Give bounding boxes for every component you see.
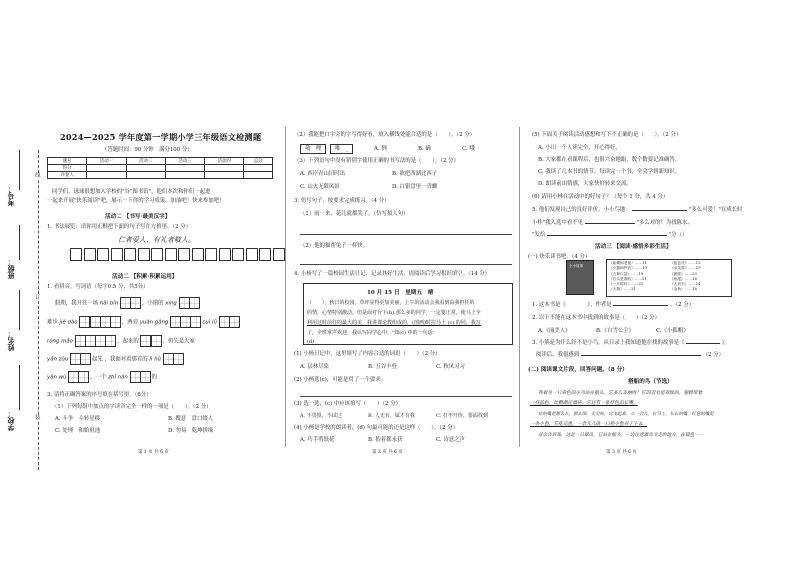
answer-line[interactable] — [300, 234, 512, 235]
toc-entry: 《小猫和铃铛》……19 — [609, 266, 647, 271]
exam-time: （答题时间：90 分钟 满分100 分） — [102, 147, 193, 153]
toc-entry: 《石头是谁的》……21 — [609, 276, 647, 281]
answer-cell[interactable] — [80, 353, 91, 365]
activity-3-title: 活动三 【阅读·感悟多彩生活】 — [595, 244, 672, 250]
reading-q3 — [532, 340, 730, 346]
toc-entry: 《蛤蟆和老鼠》……11 — [609, 261, 647, 265]
question-5 — [532, 207, 742, 213]
bind-bot-mark: 装 — [35, 415, 41, 421]
answer-cell[interactable] — [105, 335, 116, 347]
passage-line: 一些蓝色，比鹦鹉还漂亮。它还有一张红色的长嘴。 — [530, 401, 638, 406]
score-row — [48, 172, 273, 179]
score-cell: 活动一 — [87, 158, 126, 165]
pinyin-label: hǎi bīn — [99, 300, 119, 307]
question-3: 3. 请将正确答案的序号填在括号里。（8分） — [47, 392, 152, 398]
question-4: 4. 小杨写了一篇校园生活日记，记录其好生活，请阅读后学习积识填空。（14 分） — [294, 271, 491, 277]
pinyin-label: cuì lǜ — [202, 319, 217, 326]
pinyin-line — [47, 335, 195, 347]
option-c[interactable]: C. 处理 和始祖池 — [55, 428, 101, 434]
score-header-row — [48, 158, 273, 165]
page-divider — [519, 127, 520, 447]
passage-line: 一条小鱼，它吃完鱼，一会儿儿就一口把小鱼吞了下去。 — [530, 422, 648, 427]
page-number: 第 1 页 共 6 页 — [138, 450, 169, 455]
option-c[interactable]: C. 山火无限风景 — [300, 184, 340, 190]
question-5-cont — [532, 232, 687, 238]
answer-cell[interactable] — [78, 371, 89, 383]
question-4-5: (5) 下面关于阅读活动感想和写下不正确的是（ ）。（2 分） — [532, 132, 682, 138]
question-3-2 — [300, 243, 368, 249]
pinyin-text: ，我面对着那首的 — [104, 356, 148, 363]
score-cell: 活动二 — [126, 158, 165, 165]
option-d[interactable]: D. 朗读前由情感，大家快好转来交流。 — [538, 181, 632, 187]
answer-cell[interactable] — [110, 316, 121, 328]
question-2: 1. 看拼音，写词语（每字0.5 分，共5分） — [47, 284, 149, 290]
question-5-cont — [532, 220, 693, 226]
question-3: 3. 仿写句子，按要求完成练习。（4 分） — [294, 198, 390, 204]
score-table — [47, 157, 273, 179]
side-school-label: 学校： — [6, 410, 15, 431]
side-field-line — [19, 150, 20, 190]
answer-blank[interactable] — [585, 223, 635, 224]
bind-top-mark: 线 — [35, 173, 41, 179]
activity-2-title: 活动二 【积累·积累运用】 — [112, 274, 178, 280]
score-cell: 评卷人 — [48, 172, 87, 179]
book-cover-title: 小小故事 — [569, 264, 583, 268]
option-b[interactable]: B.《白雪公主》 — [596, 328, 635, 334]
option-b[interactable]: B. 五谷丰登 — [368, 364, 397, 370]
option-a[interactable]: A. 西岸青山旧时出 — [300, 171, 346, 177]
page-divider — [285, 127, 286, 447]
score-cell: 总分 — [244, 158, 273, 165]
answer-cell[interactable] — [229, 316, 240, 328]
pinyin-text: 的 — [151, 374, 158, 381]
question-text: （2）他的猫帮兔子一样快。 — [300, 243, 369, 249]
book-cover — [566, 260, 594, 295]
page-number: 第 2 页 共 6 页 — [372, 450, 403, 455]
answer-blank[interactable] — [581, 355, 701, 356]
option-a[interactable]: A.《丽美人》 — [538, 328, 571, 334]
reading-q3-cont — [536, 352, 724, 358]
question-text: 5. 他们发现自己的良好评价。小小鸟地： — [532, 207, 631, 213]
question-3-1: （1）雨一来，花儿就都笑了。（仿写拟人句） — [300, 211, 409, 217]
passage-title: 搭船的鸟（节选） — [628, 379, 673, 385]
question-text: "多么对的！为找陈水、 — [636, 220, 693, 226]
option-b[interactable]: B. 嫂意 盘口缀人 — [168, 416, 214, 422]
option-b[interactable]: B. 人无有，属才有我 — [368, 413, 415, 419]
answer-line[interactable] — [300, 264, 512, 265]
pinyin-label: xíng — [165, 300, 177, 307]
diary-line: （ ），秋日的校园，草坪显得更加美丽，上午的活动会我看到由我担任的 — [307, 300, 475, 306]
char-box: 敬 哩 — [300, 144, 326, 154]
answer-blank[interactable] — [613, 305, 668, 306]
answer-cell[interactable] — [130, 297, 141, 309]
diary-line: 利用这时前往的最大的美，我讲课论教组成的，(图画)时拉马上 (c) 的同，我写 — [307, 320, 481, 326]
toc-entry: 《嵌壁》……23 — [670, 271, 697, 276]
page-title: 2024—2025 学年度第一学期小学三年级语文检测题 — [60, 132, 262, 142]
pinyin-text: ，两旁 — [121, 319, 139, 326]
question-text: 小桂"我入选中看不见 — [532, 220, 583, 226]
option-b[interactable]: B. 欲把西湖比西子 — [392, 171, 438, 177]
option-c[interactable]: C. 秋风习习 — [436, 364, 465, 370]
preface-line: 一起来开展"快乐阅读"吧，展示一下你的学习成果。加油吧！快来参加吧！ — [47, 198, 225, 204]
toc-right — [670, 261, 701, 293]
question-4-6: (6) 请用小林在活动中的好句子？（每个 1 分，共 4 分） — [532, 194, 669, 200]
passage-line: 母亲告诉我，这是一只翠鸟。它站在船头，一边注意翠鸟飞走的地方，在镜鱼一一 — [538, 433, 704, 438]
question-text: "发给 — [532, 232, 546, 238]
bind-mid-mark: 订 — [35, 295, 41, 301]
pinyin-line — [47, 371, 157, 383]
pinyin-text: 起先 — [92, 356, 103, 363]
option-d[interactable]: D. 白银盘里一青螺 — [392, 184, 438, 190]
sub-section-1: (一) 快乐读书吧。（4 分） — [528, 254, 591, 260]
preface-line: 同学们，球球很想加入学校的"谷"图书馆"，他们本次和你们一起进 — [52, 189, 211, 195]
passage-line: 我看见一只翠色的小鸟站在船头。它多么美丽呀！它的羽毛是翠绿的，翅膀带着 — [538, 391, 703, 396]
toc-entry: 《大岩石》……14 — [670, 282, 701, 287]
pinyin-label: róng mǎo — [47, 338, 73, 345]
pinyin-text: 难步 — [47, 319, 58, 326]
question-text: 阅读后，我很感到 — [536, 352, 580, 358]
pinyin-label: yān wù — [47, 374, 67, 381]
char-box[interactable]: 唯 _ — [330, 144, 353, 154]
binding-line — [38, 150, 39, 470]
answer-cell[interactable] — [189, 297, 200, 309]
option-b[interactable]: B. 大家都在看课程后，也很兴奋地跟，数个数要记准确答。 — [538, 157, 681, 163]
question-text: 1. 这本书是《 》，作者是 — [532, 302, 612, 308]
pinyin-text: ，小镇的 — [141, 300, 164, 307]
question-text: 》。 — [721, 340, 730, 346]
pinyin-label: yān zòu — [47, 356, 69, 363]
toc-left — [609, 261, 647, 293]
toc-entry: 《大狗》……21 — [609, 287, 636, 292]
score-cell: 活动四 — [205, 158, 244, 165]
question-1: 1. 书法展览：请你用正楷把下面的句子写在方格里。（2 分） — [47, 224, 192, 230]
option-c[interactable]: C. 我读了几本书的情节，每读完一个书，全会学到新知识。 — [538, 169, 681, 175]
score-cell: 活动三 — [165, 158, 204, 165]
question-text: 。（2 分） — [670, 302, 695, 308]
option-a[interactable]: A. 不畏惧，不试过 — [300, 413, 342, 419]
side-field-line — [19, 290, 20, 330]
question-4-4: (4) 小杨是学校的朗读者，(d) 句最可能的还是这样（ ）。（2 分） — [294, 425, 459, 431]
option-a[interactable]: A. 层林尽染 — [300, 364, 329, 370]
pinyin-label: jié dào — [59, 319, 78, 326]
option-c[interactable]: C. 诗意之声 — [436, 437, 465, 443]
score-cell: 题号 — [48, 158, 87, 165]
side-field-line — [19, 225, 20, 260]
side-name-label: 姓名： — [6, 330, 15, 351]
diary-line: 了，全班掌声欢迎，我认写同学心中，"知(c) 中的一句话： — [307, 330, 438, 336]
side-class-label: 班级： — [6, 258, 15, 279]
toc-entry: 《水龙喜》……19 — [670, 266, 701, 271]
option-a[interactable]: A. 巧手剪纸花 — [300, 437, 335, 443]
page-number: 第 3 页 共 6 页 — [606, 450, 637, 455]
question-2-2: （2）我能把口字旁的字写得好看，填入横线处能合适的是（ ）。（2 分） — [294, 132, 476, 138]
writing-grid[interactable] — [70, 248, 286, 261]
answer-line[interactable] — [300, 396, 512, 397]
pinyin-line — [47, 353, 183, 365]
pinyin-text: ，但失是大家 — [162, 338, 195, 345]
score-row — [48, 165, 273, 172]
answer-blank[interactable] — [632, 210, 687, 211]
diary-heading: 10 月 15 日 星期五 晴 — [367, 290, 434, 296]
pinyin-label: zhǐ nán — [108, 374, 128, 381]
option-a[interactable]: A. 小川一个人读完全，开心得好。 — [538, 145, 621, 151]
toc-entry: 《鱼尾》……16 — [670, 276, 697, 281]
option-d[interactable]: D. 勿易 乾坤拼缘 — [168, 428, 214, 434]
sub-section-2: (二) 阅读课文片段，回答问题。（8 分） — [528, 367, 628, 373]
question-4-1: (1) 小杨日记中，这里填写了内容合适的词语（ ）（2 分） — [294, 351, 441, 357]
toc-entry: 《金鱼》……18 — [670, 287, 697, 292]
score-cell: 得分 — [48, 165, 87, 172]
side-field-line — [19, 365, 20, 410]
toc-entry: 《一片树叶》……21 — [609, 282, 644, 287]
question-text: 3. 小熊是为什么经不是小鸟，从目录上我知道他在找的故事是《 — [532, 340, 685, 346]
pinyin-text: 假期，我开往一场 — [55, 300, 99, 307]
option-c[interactable]: C. 哦 — [462, 146, 475, 152]
answer-cell[interactable] — [140, 371, 151, 383]
option-c[interactable]: C. 打不开你，要面找到 — [436, 413, 488, 419]
answer-blank[interactable] — [547, 235, 667, 236]
reading-q1 — [532, 302, 694, 308]
option-b[interactable]: B. 确 — [418, 146, 431, 152]
question-text: "分（） — [668, 232, 688, 238]
pinyin-line — [55, 297, 199, 309]
activity-1-title: 活动二 【书写·最美汉字】 — [105, 214, 171, 220]
answer-cell[interactable] — [190, 316, 201, 328]
diary-line: 的情，心情特别激动。但是面对台下(b) 那么多的同学，一定要正常，使马上全 — [307, 310, 481, 316]
pinyin-line — [47, 316, 239, 328]
question-4-3: (3) 选一选，(c) 中应该填写（ ）（2 分） — [294, 401, 401, 407]
toc-entry: 《五种口袋》……19 — [609, 271, 644, 276]
question-text: （2 分） — [702, 352, 724, 358]
model-sentence: 仁者爱人，有礼者敬人。 — [118, 236, 195, 244]
side-number-label: 考号： — [6, 185, 15, 206]
question-text: "多么可爱！"在成长时 — [688, 207, 743, 213]
reading-q2: 2. 以下不能在这本书中找到的故事是（ ）（2 分） — [532, 315, 660, 321]
question-4-2: (2) 小杨选(c)，可能是用了一个要求。 — [294, 377, 387, 383]
pinyin-text: ，一个 — [90, 374, 107, 381]
diary-line: (d) — [307, 339, 315, 345]
question-3-1: （1）下列每组中加点的字读音完全一样的一项是（ ）。（2 分） — [52, 404, 212, 410]
pinyin-label: lì hū — [149, 356, 161, 363]
answer-cell[interactable] — [151, 335, 162, 347]
pinyin-label: yuàn gǎng — [139, 319, 169, 326]
option-c[interactable]: C.《小狐帽》 — [656, 328, 689, 334]
option-b[interactable]: B. 抬着都未获 — [368, 437, 403, 443]
option-a[interactable]: A. 例 — [374, 146, 387, 152]
option-a[interactable]: A. 斗争 斗转星移 — [55, 416, 101, 422]
toc-entry: 《蓝色牙》……15 — [670, 261, 701, 265]
answer-blank[interactable] — [686, 343, 720, 344]
passage-line: 它的嘴是那么长，那么细，尖尖的，它飞起来，立一会儿，它马上，长长的嘴，红色的嘴是 — [538, 412, 714, 417]
pinyin-text: ，起来的 — [117, 338, 139, 345]
question-2-3: （3）下列语句中没有错别字使用正确的书写法的是（ ）。（2 分） — [294, 158, 459, 164]
answer-cell[interactable] — [173, 353, 184, 365]
